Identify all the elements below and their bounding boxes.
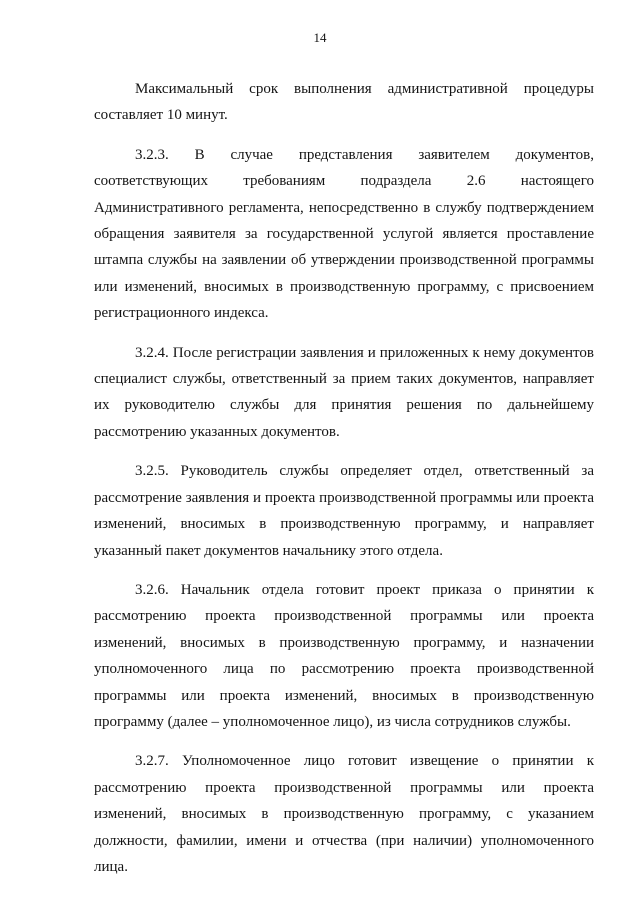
paragraph-3-2-6: 3.2.6. Начальник отдела готовит проект приказа о принятии к рассмотрению проекта производственной программы или проекта изменений, вносимых в производственную программу, и назначении уполномоченного лица по рассмотрению проекта производственной программы или проекта изменений, вносимых в производственную программу (далее – уполномоченное лицо), из числа сотрудников службы. [94, 581, 594, 730]
page-number: 14 [313, 30, 327, 45]
paragraph-3-2-5: 3.2.5. Руководитель службы определяет отдел, ответственный за рассмотрение заявления и проекта производственной программы или проекта изменений, вносимых в производственную программу, и направляет указанный пакет документов начальнику этого отдела. [94, 463, 594, 559]
paragraph-max-duration: Максимальный срок выполнения административной процедуры составляет 10 минут. [94, 81, 594, 124]
paragraph-3-2-3: 3.2.3. В случае представления заявителем документов, соответствующих требованиям подраздела 2.6 настоящего Административного регламента, непосредственно в службу подтверждением обращения заявителя за государственной услугой является проставление штампа службы на заявлении об утверждении производственной программы или изменений, вносимых в производственную программу, с присвоением регистрационного индекса. [94, 146, 594, 322]
paragraph-3-2-4: 3.2.4. После регистрации заявления и приложенных к нему документов специалист службы, ответственный за прием таких документов, направляет их руководителю службы для принятия решения по дальнейшему рассмотрению указанных документов. [94, 344, 594, 440]
paragraph-3-2-7: 3.2.7. Уполномоченное лицо готовит извещение о принятии к рассмотрению проекта производственной программы или проекта изменений, вносимых в производственную программу, с указанием должности, фамилии, имени и отчества (при наличии) уполномоченного лица. [94, 753, 594, 875]
document-body [94, 76, 594, 893]
